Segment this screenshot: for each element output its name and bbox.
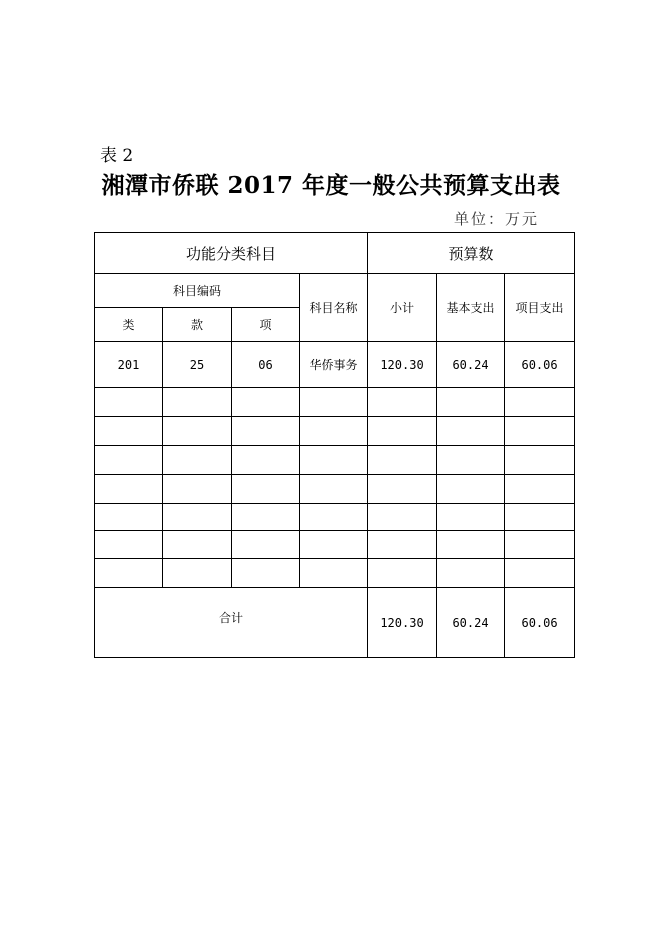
row-item: 06 xyxy=(232,342,300,388)
total-subtotal: 120.30 xyxy=(368,588,437,658)
total-basic: 60.24 xyxy=(437,588,505,658)
table-row xyxy=(95,342,575,388)
basic-expense-header: 基本支出 xyxy=(437,274,505,342)
empty-row xyxy=(95,475,575,504)
empty-row xyxy=(95,417,575,446)
empty-row xyxy=(95,388,575,417)
budget-amount-header: 预算数 xyxy=(368,233,575,274)
total-project: 60.06 xyxy=(505,588,575,658)
total-row xyxy=(95,588,575,658)
total-label: 合计 xyxy=(95,588,368,658)
table-number-label: 表 2 xyxy=(100,146,134,166)
row-category: 201 xyxy=(95,342,163,388)
empty-row xyxy=(95,559,575,588)
page-title: 湘潭市侨联 2017 年度一般公共预算支出表 xyxy=(101,172,561,199)
subtotal-header: 小计 xyxy=(368,274,437,342)
category-header: 类 xyxy=(95,308,163,342)
budget-table xyxy=(94,232,575,658)
row-project: 60.06 xyxy=(505,342,575,388)
subject-name-header: 科目名称 xyxy=(300,274,368,342)
functional-classification-header: 功能分类科目 xyxy=(95,233,368,274)
section-header: 款 xyxy=(163,308,232,342)
empty-row xyxy=(95,531,575,559)
subject-code-header: 科目编码 xyxy=(95,274,300,308)
row-subtotal: 120.30 xyxy=(368,342,437,388)
row-section: 25 xyxy=(163,342,232,388)
empty-row xyxy=(95,504,575,531)
item-header: 项 xyxy=(232,308,300,342)
row-basic: 60.24 xyxy=(437,342,505,388)
project-expense-header: 项目支出 xyxy=(505,274,575,342)
empty-row xyxy=(95,446,575,475)
row-subject-name: 华侨事务 xyxy=(300,342,368,388)
unit-label: 单位：万元 xyxy=(454,210,540,228)
